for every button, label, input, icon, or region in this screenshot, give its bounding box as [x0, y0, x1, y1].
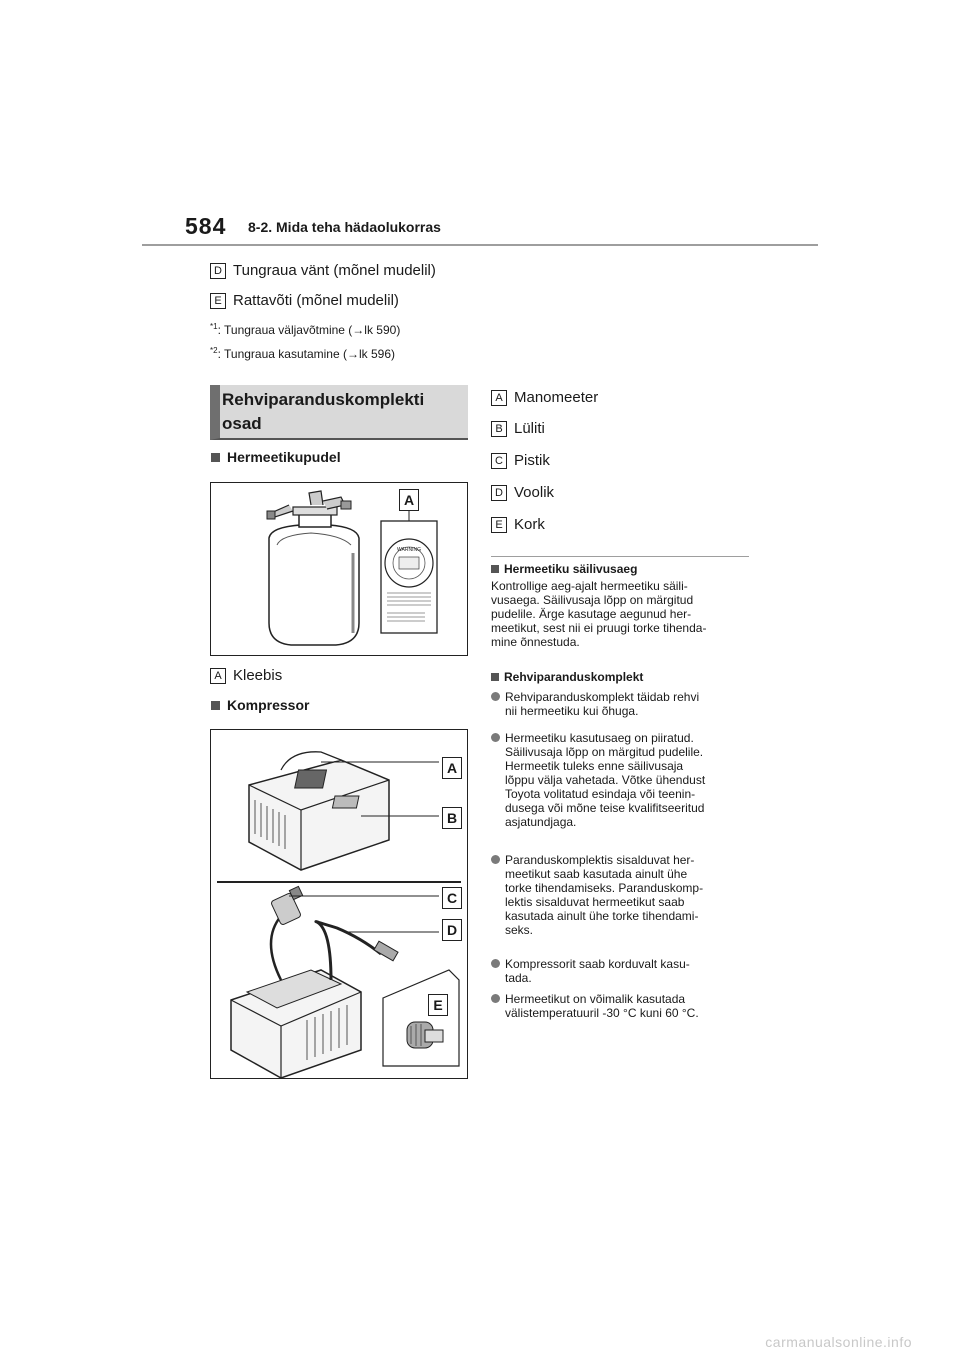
text-line: Toyota volitatud esindaja või teenin-: [505, 787, 696, 801]
letter-box: E: [491, 517, 507, 533]
bullet-dot-icon: [491, 692, 500, 701]
letter-box: A: [491, 390, 507, 406]
note-heading: [491, 562, 637, 576]
letter-box: D: [210, 263, 226, 279]
item-text: Rattavõti (mõnel mudelil): [233, 292, 399, 309]
note-paragraph: [491, 579, 753, 649]
bullet-item: [491, 957, 753, 985]
note-heading-text: Hermeetiku säilivusaeg: [504, 562, 638, 576]
list-item: [210, 262, 436, 280]
text-line: välistemperatuuril -30 °C kuni 60 °C.: [505, 1006, 699, 1020]
text-line: kasutada ainult ühe torke tihendami-: [505, 909, 699, 923]
item-text: Tungraua vänt (mõnel mudelil): [233, 262, 436, 279]
letter-box: B: [491, 421, 507, 437]
subheading-text: Kompressor: [227, 697, 310, 713]
bullet-dot-icon: [491, 733, 500, 742]
part-text: Manomeeter: [514, 389, 599, 406]
callout-label: E: [428, 994, 448, 1016]
text-line: torke tihendamiseks. Paranduskomp-: [505, 881, 704, 895]
sealant-bottle-figure: [210, 482, 468, 656]
footnote: [210, 344, 395, 361]
text-line: Hermeetiku kasutusaeg on piiratud.: [505, 731, 694, 745]
text-line: Säilivusaja lõpp on märgitud pudelile.: [505, 745, 704, 759]
square-bullet-icon: [211, 701, 220, 710]
section-heading: [222, 388, 462, 436]
text-line: Rehviparanduskomplekt täidab rehvi: [505, 690, 700, 704]
footnote-mark: *2: [210, 346, 218, 355]
watermark: carmanualsonline.info: [765, 1334, 912, 1350]
page-number: 584: [185, 213, 227, 239]
bullet-item: [491, 690, 753, 718]
part-text: Pistik: [514, 452, 550, 469]
compressor-figure: [210, 729, 468, 1079]
compressor-illustration: [211, 730, 467, 1078]
square-bullet-icon: [491, 673, 499, 681]
section-title: 8-2. Mida teha hädaolukorras: [248, 219, 441, 235]
text-line: pudelile. Ärge kasutage aegunud her-: [491, 607, 692, 621]
text-line: Kompressorit saab korduvalt kasu-: [505, 957, 690, 971]
bullet-dot-icon: [491, 855, 500, 864]
notes-rule: [491, 556, 749, 557]
part-item: [491, 452, 550, 470]
bullet-item: [491, 731, 753, 829]
text-line: tada.: [505, 971, 532, 985]
sealant-bottle-illustration: [211, 483, 467, 655]
footnote-mark: *1: [210, 322, 218, 331]
caption-text: Kleebis: [233, 667, 283, 684]
footnote: [210, 320, 400, 337]
note-heading-text: Rehviparanduskomplekt: [504, 670, 644, 684]
part-text: Lüliti: [514, 420, 545, 437]
bullet-dot-icon: [491, 959, 500, 968]
header-rule: [142, 244, 818, 246]
square-bullet-icon: [211, 453, 220, 462]
label-warning-text: WARNING: [397, 547, 421, 553]
part-item: [491, 516, 545, 534]
text-line: dusega või mõne teise kvalifitseeritud: [505, 801, 705, 815]
text-line: Hermeetik tuleks enne säilivusaja: [505, 759, 684, 773]
square-bullet-icon: [491, 565, 499, 573]
callout-label: B: [442, 807, 462, 829]
text-line: Hermeetikut on võimalik kasutada: [505, 992, 686, 1006]
part-item: [491, 420, 545, 438]
subheading-text: Hermeetikupudel: [227, 449, 341, 465]
letter-box: C: [491, 453, 507, 469]
part-item: [491, 484, 554, 502]
footnote-text: : Tungraua väljavõtmine (→lk 590): [217, 323, 401, 337]
caption-item: [210, 667, 282, 685]
text-line: lektis sisalduvat hermeetikut saab: [505, 895, 685, 909]
callout-label: A: [399, 489, 419, 511]
callout-label: A: [442, 757, 462, 779]
part-text: Voolik: [514, 484, 555, 501]
part-item: [491, 389, 598, 407]
callout-label: D: [442, 919, 462, 941]
text-line: asjatundjaga.: [505, 815, 577, 829]
footnote-text: : Tungraua kasutamine (→lk 596): [217, 347, 395, 361]
text-line: vusaega. Säilivusaja lõpp on märgitud: [491, 593, 694, 607]
letter-box: E: [210, 293, 226, 309]
text-line: lõppu välja vahetada. Võtke ühendust: [505, 773, 706, 787]
heading-line: osad: [222, 414, 262, 433]
text-line: Paranduskomplektis sisalduvat her-: [505, 853, 695, 867]
letter-box: D: [491, 485, 507, 501]
text-line: meetikut saab kasutada ainult ühe: [505, 867, 688, 881]
letter-box: A: [210, 668, 226, 684]
subheading-compressor: [211, 697, 309, 713]
text-line: nii hermeetiku kui õhuga.: [505, 704, 639, 718]
text-line: meetikut, sest nii ei pruugi torke tihenda-: [491, 621, 707, 635]
list-item: [210, 292, 399, 310]
text-line: mine õnnestuda.: [491, 635, 580, 649]
bullet-dot-icon: [491, 994, 500, 1003]
bullet-item: [491, 992, 753, 1020]
text-line: Kontrollige aeg-ajalt hermeetiku säili-: [491, 579, 688, 593]
callout-label: C: [442, 887, 462, 909]
subheading-sealant: [211, 449, 341, 465]
note-heading: [491, 670, 643, 684]
bullet-item: [491, 853, 753, 937]
text-line: seks.: [505, 923, 534, 937]
heading-line: Rehviparanduskomplekti: [222, 390, 425, 409]
part-text: Kork: [514, 516, 545, 533]
